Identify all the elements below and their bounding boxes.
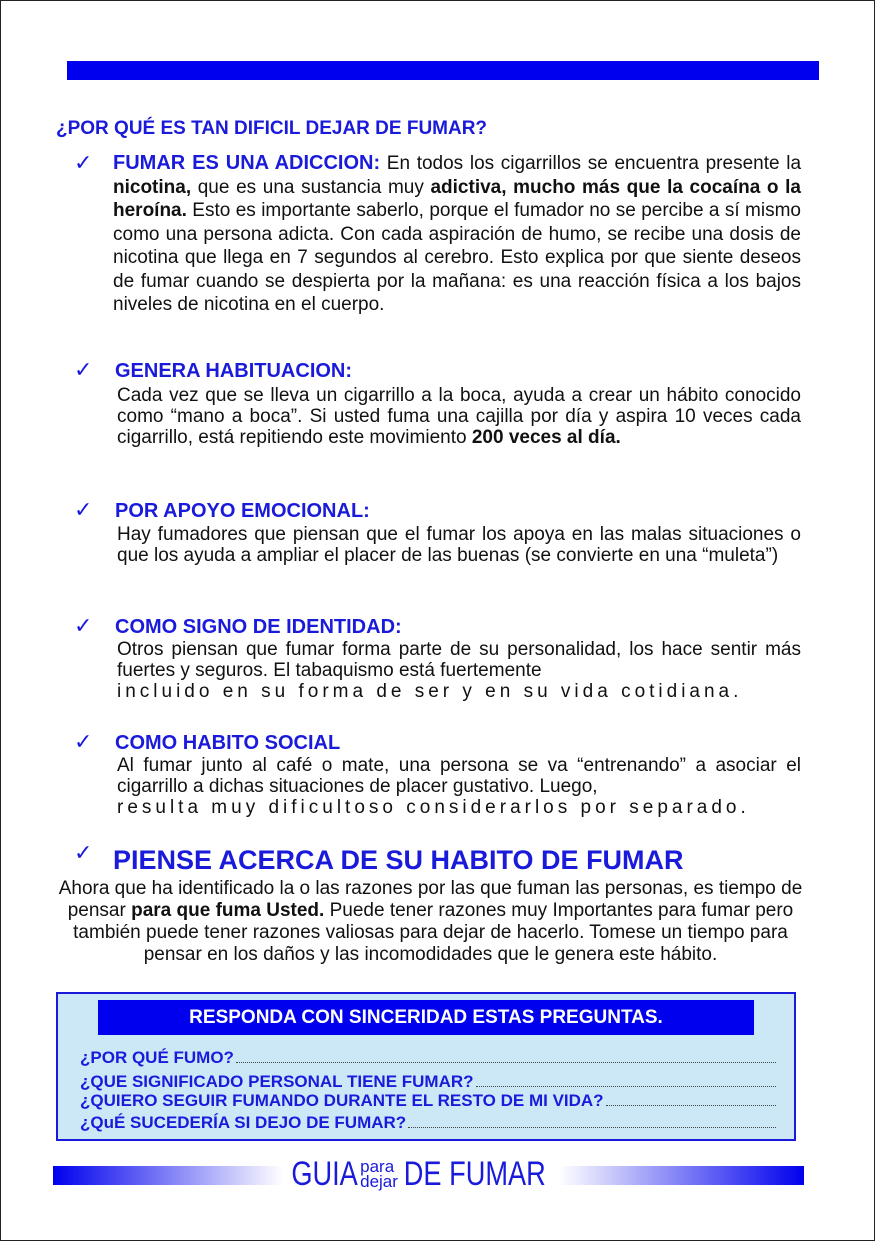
think-text: Ahora que ha identificado la o las razones por las que fuman las personas, es tiempo de pensar para que fuma Usted. Puede tener razones muy Importantes para fumar pero también puede tener razones valiosas para dejar de hacerlo. Tomese un tiempo para pensar en los daños y las incomodidades que le genera este hábito. <box>58 878 803 965</box>
question-line: ¿QuÉ SUCEDERÍA SI DEJO DE FUMAR? <box>80 1113 776 1133</box>
section-social-habit-text: Al fumar junto al café o mate, una persona se va “entrenando” a asociar el cigarrillo a dichas situaciones de placer gustativo. Luego, resulta muy dificultoso considerarlos por separado. <box>117 755 801 818</box>
section-title-social-habit: COMO HABITO SOCIAL <box>115 732 341 754</box>
checkmark-icon: ✓ <box>74 497 93 522</box>
section-identity-text: Otros piensan que fumar forma parte de su personalidad, los hace sentir más fuertes y seguros. El tabaquismo está fuertemente incluido en su forma de ser y en su vida cotidiana. <box>117 639 801 702</box>
section-title-habituation: GENERA HABITUACION: <box>115 360 353 382</box>
section-title-identity: COMO SIGNO DE IDENTIDAD: <box>115 616 402 638</box>
question-line: ¿QUE SIGNIFICADO PERSONAL TIENE FUMAR? <box>80 1072 776 1092</box>
checkmark-icon: ✓ <box>74 357 93 382</box>
footer-bar-right <box>559 1166 804 1185</box>
questions-box-header: RESPONDA CON SINCERIDAD ESTAS PREGUNTAS. <box>98 1000 754 1035</box>
questions-box <box>56 992 796 1141</box>
checkmark-icon: ✓ <box>74 613 93 638</box>
question-line: ¿QUIERO SEGUIR FUMANDO DURANTE EL RESTO DE MI VIDA? <box>80 1091 776 1111</box>
question-line: ¿POR QUÉ FUMO? <box>80 1048 776 1068</box>
answer-line <box>606 1105 776 1106</box>
answer-line <box>408 1127 776 1128</box>
answer-line <box>236 1062 776 1063</box>
main-question-heading: ¿POR QUÉ ES TAN DIFICIL DEJAR DE FUMAR? <box>56 118 488 139</box>
section-addiction-text: FUMAR ES UNA ADICCION: En todos los cigarrillos se encuentra presente la nicotina, que es una sustancia muy adictiva, mucho más que la cocaína o la heroína. Esto es importante saberlo, porque el fumador no se percibe a sí mismo como una persona adicta. Con cada aspiración de humo, se recibe una dosis de nicotina que llega en 7 segundos al cerebro. Esto explica por que siente deseos de fumar cuando se despierta por la mañana: es una reacción física a los bajos niveles de nicotina en el cuerpo. <box>113 152 802 315</box>
answer-line <box>476 1086 776 1087</box>
think-heading: PIENSE ACERCA DE SU HABITO DE FUMAR <box>113 845 684 875</box>
section-title-addiction: FUMAR ES UNA ADICCION: <box>113 152 381 174</box>
footer-logo: GUIA para dejar DE FUMAR <box>291 1154 546 1193</box>
footer-bar-left <box>53 1166 283 1185</box>
section-emotional-support-text: Hay fumadores que piensan que el fumar los apoya en las malas situaciones o que los ayuda a ampliar el placer de las buenas (se convierte en una “muleta”) <box>117 524 801 566</box>
section-title-emotional-support: POR APOYO EMOCIONAL: <box>115 500 370 522</box>
top-decorative-bar <box>67 61 819 80</box>
checkmark-icon: ✓ <box>74 729 93 754</box>
checkmark-icon: ✓ <box>74 150 93 175</box>
section-habituation-text: Cada vez que se lleva un cigarrillo a la boca, ayuda a crear un hábito conocido como “mano a boca”. Si usted fuma una cajilla por día y aspira 10 veces cada cigarrillo, está repitiendo este movimiento 200 veces al día. <box>117 385 801 448</box>
checkmark-icon: ✓ <box>74 840 93 865</box>
